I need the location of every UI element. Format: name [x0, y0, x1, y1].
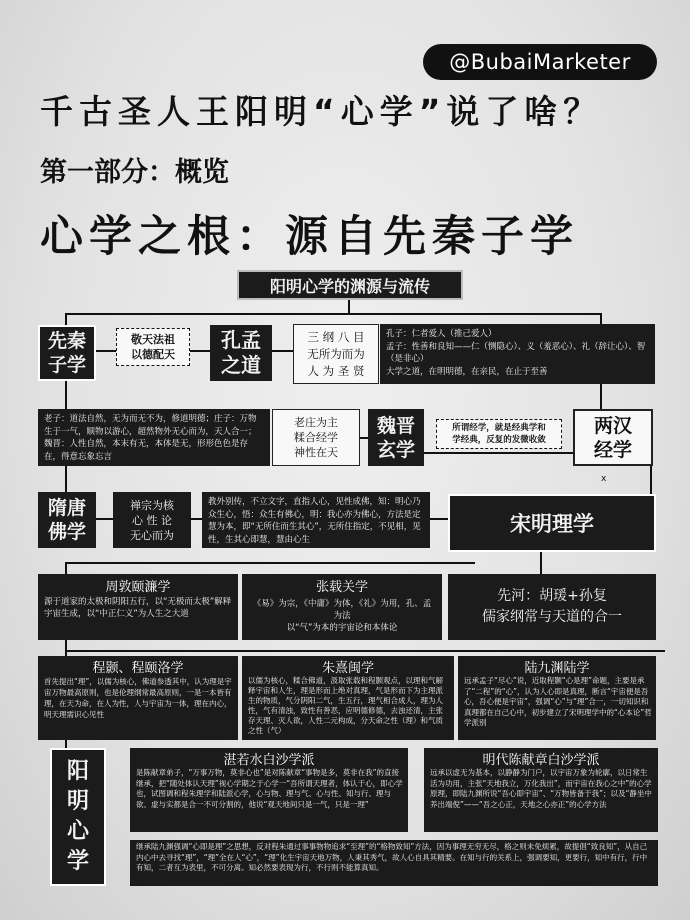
- text-jiaowai: 教外别传，不立文字，直指人心，见性成佛，知：明心乃众生心，悟：众生有佛心，明：我心亦为佛心，方法是定慧为本，即“无所住而生其心”，无所住指定，不见相，见性，生其心即慧，慧由心生: [202, 492, 430, 548]
- connector-left-mid-down: [65, 466, 67, 492]
- connector-kongmeng-sangang: [271, 350, 293, 352]
- connector-text-songming: [430, 518, 448, 520]
- node-songming: 宋明理学: [448, 494, 656, 552]
- text-laozi: 老子：道法自然，无为而无不为，修道明德；庄子：万物生于一气，顺物以游心，超然物外无心而为，天人合一；魏晋：人性自然，本末有无，本体是无，形形色色是存在，得意忘象忘言: [38, 409, 270, 466]
- node-kongmeng: 孔孟 之道: [210, 325, 272, 381]
- node-suitang: 隋唐 佛学: [38, 492, 96, 548]
- connector-laozhuang-weijin: [360, 437, 368, 439]
- cheng-text: 首先提出“理”，以儒为核心，佛道参透其中，认为理是宇宙万物最高原则，也是伦理纲常最高原则，一是一本皆有理，在天为命，在人为性，人与宇宙为一体，理在内心，明天理需识心见性: [44, 677, 232, 719]
- zhou-text: 源于道家的太极和阴阳五行，以“无极而太极”解释宇宙生成，以“中正仁义”为人生之大道: [44, 597, 232, 619]
- bottom-text: 继承陆九渊强调“心即是理”之思想，反对程朱通过事事物物追求“至理”的“格物致知”方法，因为事理无穷无尽，格之则未免烦累，故提倡“致良知”，从自己内心中去寻找“理”，“理”全在人“心”，“理”化生宇宙天地万物，人秉其秀气，故人心自具其精要。在知与行的关系上，强调要知，更要行，知中有行，行中有知，二者互为表里，不可分离。知必然要表现为行，不行则不能算真知。: [136, 842, 648, 872]
- cheng-title: 程颢、程颐洛学: [92, 660, 184, 676]
- connector-top-bar: [65, 313, 600, 315]
- node-xianqin: 先秦 子学: [38, 325, 96, 381]
- section-label: 第一部分：概览: [40, 157, 229, 188]
- connector-right-mid-down: [650, 466, 652, 494]
- zhan-text: 是陈献章弟子，“万事万物，莫非心也”是对陈献章“事物是多，莫非在我”的直接继承，把“随处体认天理”视心学期之于心学一“吾所谓天理者，体认于心，即心学也，试图调和程朱理学和陆派心学，心与物、理与气、心与性、知与行、理与欲、虚与实都是合一不可分割的，他说“观天地间只是一气，只是一理”: [136, 768, 403, 809]
- chen-text: 远承以虚无为基本，以静静为门户，以宇宙万象为轮廓，以日常生活为功用，主张“天地我立，万化我出”，而宇宙在我心之中”的心学原理，即陆九渊所说“吾心即宇宙”、“万物皆备于我”；以及“静坐中养出端倪”——“吾之心正，天地之心亦正”的心学方法: [430, 768, 652, 809]
- connector-xianqin-down: [65, 381, 67, 409]
- zhan-title: 湛若水白沙学派: [223, 752, 315, 768]
- lu-text: 远承孟子“尽心”说，近取程颢“心是理”命题，主要是承了“二程”的“心”，认为人心即是真理，断言“宇宙便是吾心，吾心便是宇宙”，强调“心”与“理”合一，一切知识和真理都在自己心中，初步建立了宋明理学中的“心本论”哲学派别: [464, 676, 652, 727]
- connector-song-branch-bar: [65, 562, 475, 564]
- node-xianhe: 先河：胡瑗+孙复 儒家纲常与天道的合一: [448, 574, 656, 640]
- zhang-text: 《易》为宗，《中庸》为体，《礼》为用，孔、孟为法 以“气”为本的宇宙论和本体论: [252, 599, 432, 633]
- node-suowei: 所谓经学，就是经典学和 学经典，反复的发微收敛: [436, 419, 562, 449]
- node-jingtian: 敬天法祖 以德配天: [116, 328, 190, 366]
- connector-song-down: [540, 552, 542, 574]
- headline: 心学之根：源自先秦子学: [40, 212, 579, 262]
- cross-mark: x: [601, 474, 607, 484]
- zhou-title: 周敦颐濂学: [105, 579, 171, 595]
- node-chanzong: 禅宗为核 心 性 论 无心而为: [113, 492, 191, 548]
- connector-suitang-chanzong: [95, 518, 113, 520]
- page-title: 千古圣人王阳明“心学”说了啥？: [40, 92, 603, 131]
- connector-branch-bar-2: [65, 650, 665, 652]
- connector-chanzong-text: [190, 518, 202, 520]
- node-laozhuang: 老庄为主 糅合经学 神性在天: [272, 409, 360, 466]
- connector-lianghan-weijin: [423, 452, 573, 454]
- flow-title: 阳明心学的渊源与流传: [237, 270, 463, 300]
- node-lianghan: 两汉 经学: [573, 409, 653, 466]
- zhu-title: 朱熹闽学: [321, 660, 374, 676]
- author-handle[interactable]: @BubaiMarketer: [423, 44, 657, 80]
- node-weijin: 魏晋 玄学: [368, 409, 424, 466]
- chen-title: 明代陈献章白沙学派: [482, 752, 600, 768]
- connector-left-down: [65, 313, 67, 325]
- zhang-title: 张载关学: [315, 579, 368, 595]
- connector-title-down: [348, 300, 350, 314]
- text-kongmeng: 孔子：仁者爱人（推己爱人） 孟子：性善和良知——仁（恻隐心）、义（羞恶心）、礼（辞让心）、智（是非心） 大学之道，在明明德，在亲民，在止于至善: [380, 324, 655, 384]
- node-sangang: 三 纲 八 目 无所为而为 人 为 圣 贤: [293, 324, 379, 384]
- lu-title: 陆九渊陆学: [524, 660, 590, 676]
- node-yangming: 阳 明 心 学: [50, 748, 106, 886]
- zhu-text: 以儒为核心，糅合佛道，汲取张载和程颢观点，以理和气解释宇宙和人生，理是形而上绝对真理，气是形而下为主理派生的物质，气分阴阳二气，生五行，理气相合成人，理为人性，气有清浊，致性有善恶，应明德修德，去浊还清，主张存天理、灭人欲，人性二元构成，分天命之性（理）和气质之性（气）: [248, 676, 443, 735]
